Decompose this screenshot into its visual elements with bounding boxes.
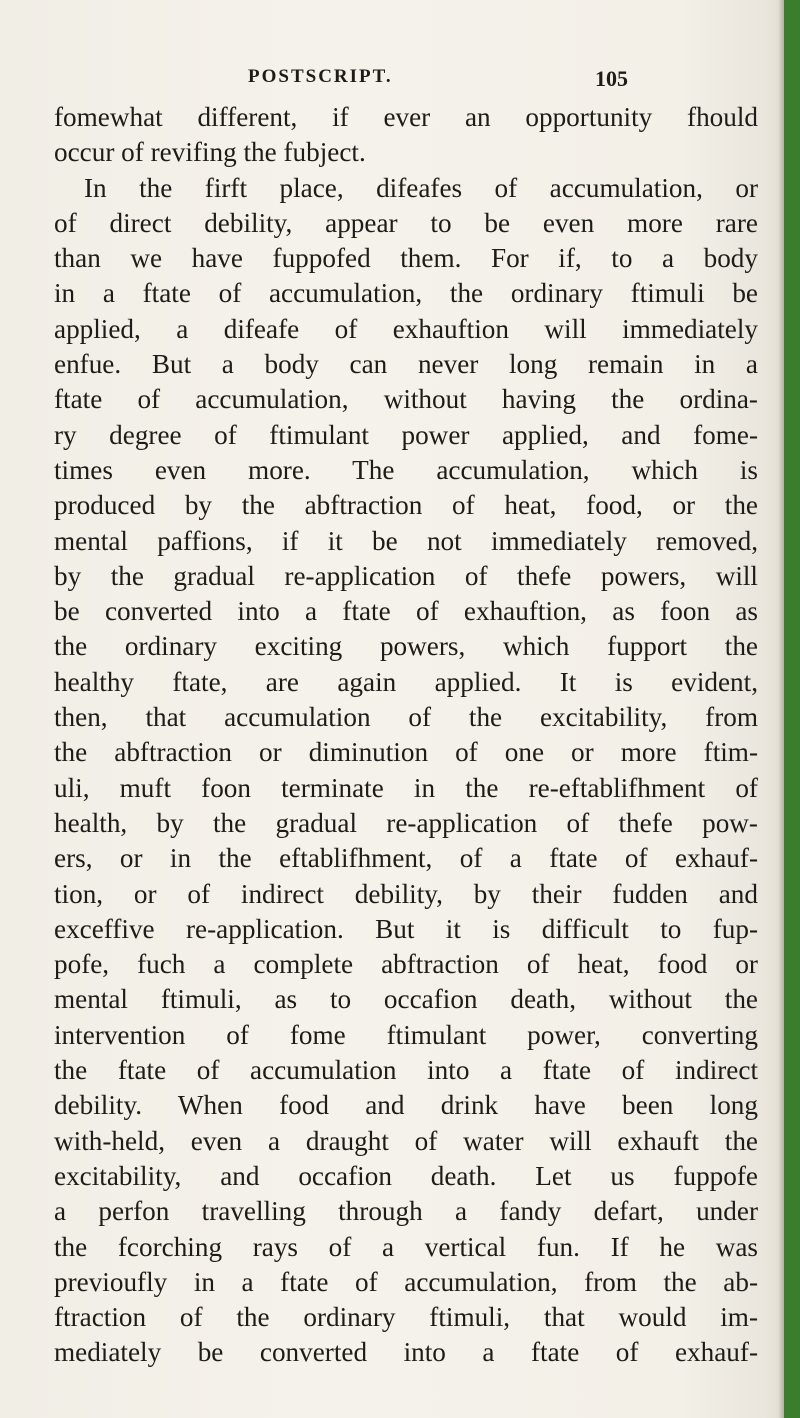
text-line: excitability, and occafion death. Let us fuppofe	[54, 1160, 758, 1191]
text-line: pofe, fuch a complete abftraction of heat, food or	[54, 949, 758, 980]
page-edge-strip	[784, 0, 800, 1418]
body-text	[54, 100, 758, 1371]
page-number: 105	[595, 66, 628, 91]
text-line: In the firft place, difeafes of accumulation, or	[84, 172, 758, 203]
text-line: the abftraction or diminution of one or more ftim-	[54, 737, 758, 768]
text-line: enfue. But a body can never long remain in a	[54, 349, 758, 380]
text-line: in a ftate of accumulation, the ordinary ftimuli be	[54, 278, 758, 309]
text-line: produced by the abftraction of heat, food, or the	[54, 490, 758, 521]
text-line: with-held, even a draught of water will exhauft the	[54, 1125, 758, 1156]
text-line: mental ftimuli, as to occafion death, without the	[54, 984, 758, 1015]
text-line: intervention of fome ftimulant power, converting	[54, 1019, 758, 1050]
text-line: debility. When food and drink have been long	[54, 1090, 758, 1121]
text-line: then, that accumulation of the excitability, from	[54, 702, 758, 733]
text-line: than we have fuppofed them. For if, to a body	[54, 243, 758, 274]
text-line: mental paffions, if it be not immediately removed,	[54, 525, 758, 556]
text-line: uli, muft foon terminate in the re-eftablifhment of	[54, 772, 758, 803]
text-line: of direct debility, appear to be even more rare	[54, 207, 758, 238]
text-line: the fcorching rays of a vertical fun. If he was	[54, 1231, 758, 1262]
text-line: ftraction of the ordinary ftimuli, that would im-	[54, 1302, 758, 1333]
text-line: mediately be converted into a ftate of exhauf-	[54, 1337, 758, 1368]
text-line: occur of revifing the fubject.	[54, 137, 366, 168]
text-line: applied, a difeafe of exhauftion will immediately	[54, 313, 758, 344]
text-line: ftate of accumulation, without having the ordina-	[54, 384, 758, 415]
text-line: by the gradual re-application of thefe powers, will	[54, 560, 758, 591]
text-line: fomewhat different, if ever an opportunity fhould	[54, 102, 758, 132]
text-line: a perfon travelling through a fandy defart, under	[54, 1196, 758, 1227]
text-line: ry degree of ftimulant power applied, and fome-	[54, 419, 758, 450]
text-line: exceffive re-application. But it is difficult to fup-	[54, 913, 758, 944]
text-line: tion, or of indirect debility, by their fudden and	[54, 878, 758, 909]
text-line: previoufly in a ftate of accumulation, from the ab-	[54, 1266, 758, 1297]
text-line: health, by the gradual re-application of thefe pow-	[54, 807, 758, 838]
text-line: ers, or in the eftablifhment, of a ftate of exhauf-	[54, 843, 758, 874]
text-line: times even more. The accumulation, which is	[54, 454, 758, 485]
text-line: healthy ftate, are again applied. It is evident,	[54, 666, 758, 697]
running-head: POSTSCRIPT.	[248, 66, 393, 87]
page-header	[248, 66, 628, 100]
text-line: the ftate of accumulation into a ftate of indirect	[54, 1055, 758, 1086]
text-line: be converted into a ftate of exhauftion, as foon as	[54, 596, 758, 627]
text-line: the ordinary exciting powers, which fupport the	[54, 631, 758, 662]
